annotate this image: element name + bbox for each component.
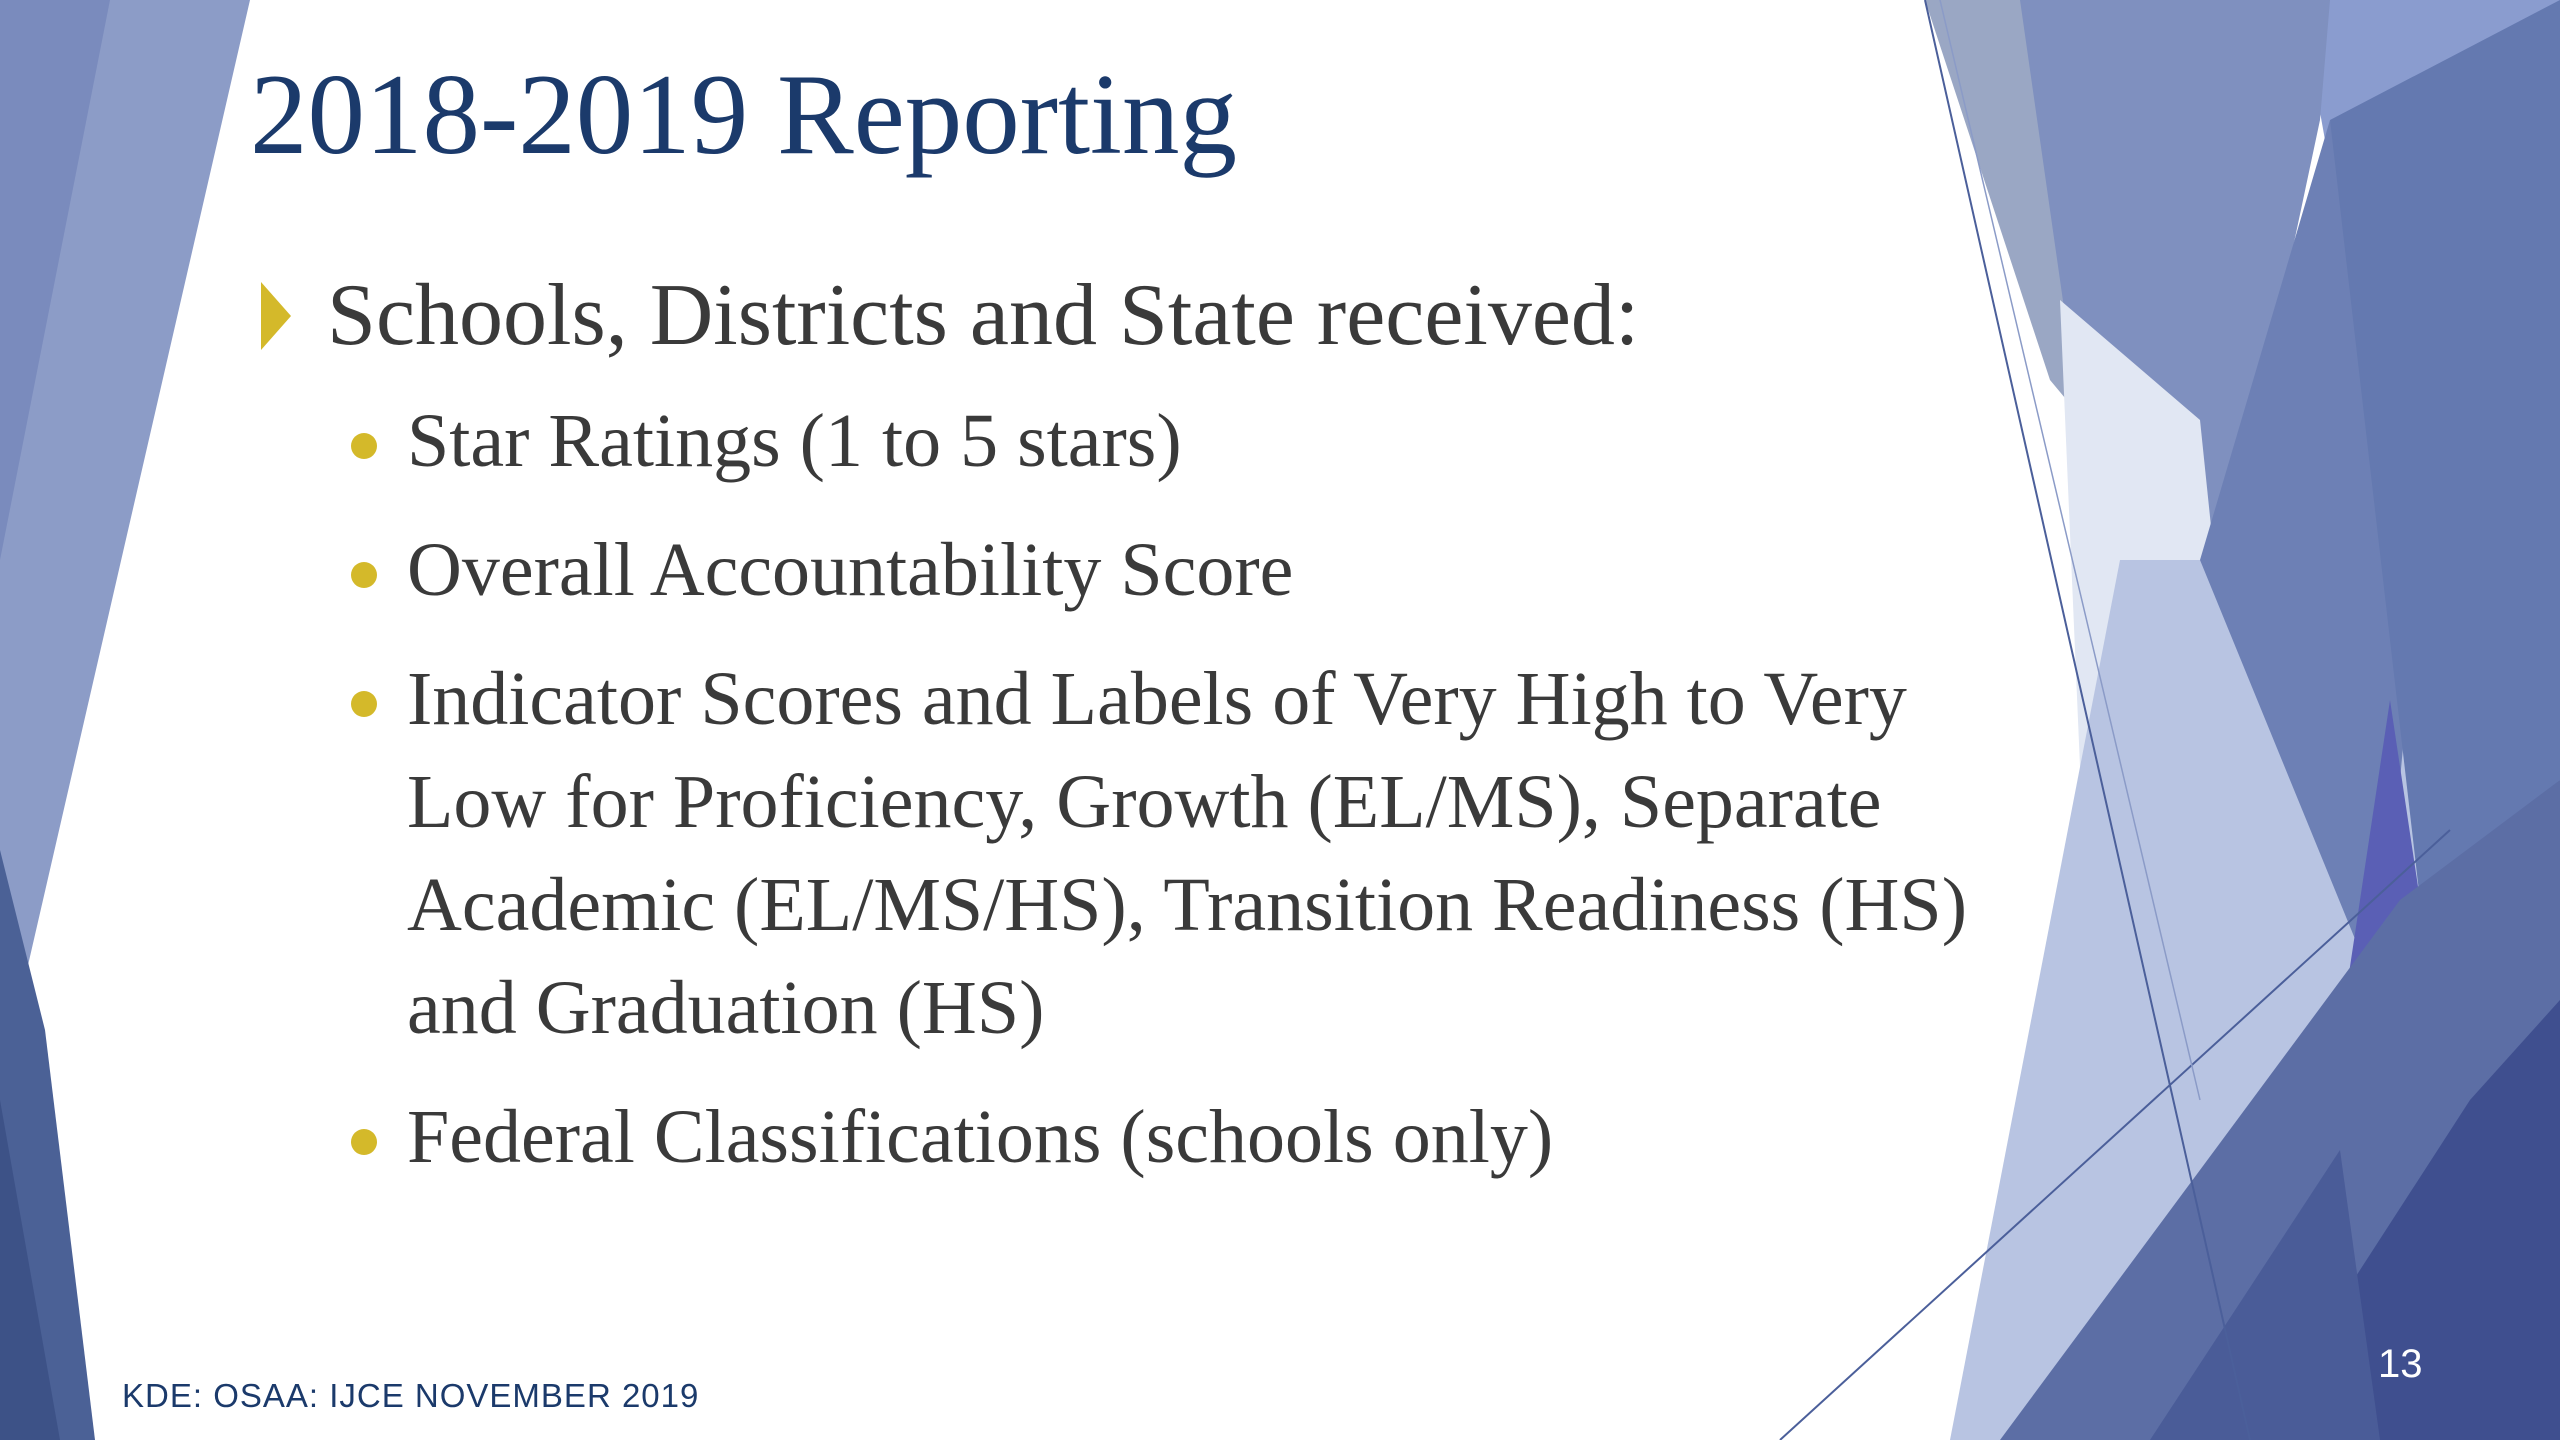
slide-footer: KDE: OSAA: IJCE NOVEMBER 2019 (122, 1377, 700, 1414)
slide-body (255, 262, 1985, 1215)
sub-bullet-item (407, 519, 1985, 622)
sub-bullet-text: Federal Classifications (schools only) (407, 1095, 1554, 1179)
bullet-dot-icon (351, 433, 377, 459)
sub-bullet-item (407, 1086, 1985, 1189)
sub-bullet-text: Overall Accountability Score (407, 528, 1294, 612)
bullet-level-1 (255, 262, 1985, 370)
bullet-dot-icon (351, 1129, 377, 1155)
bullet-dot-icon (351, 691, 377, 717)
sub-bullet-text: Indicator Scores and Labels of Very High to Very Low for Proficiency, Growth (EL/MS), Separate Academic (EL/MS/HS), Transition Readiness (HS) and Graduation (HS) (407, 657, 1968, 1050)
bullet-text: Schools, Districts and State received: (327, 267, 1640, 364)
page-number: 13 (2378, 1342, 2423, 1386)
sub-bullet-item (407, 648, 1985, 1060)
sub-bullet-item (407, 390, 1985, 493)
triangle-right-icon (261, 282, 291, 350)
bullet-dot-icon (351, 562, 377, 588)
sub-bullet-list (255, 390, 1985, 1189)
slide-title: 2018-2019 Reporting (250, 51, 1237, 178)
sub-bullet-text: Star Ratings (1 to 5 stars) (407, 399, 1182, 483)
